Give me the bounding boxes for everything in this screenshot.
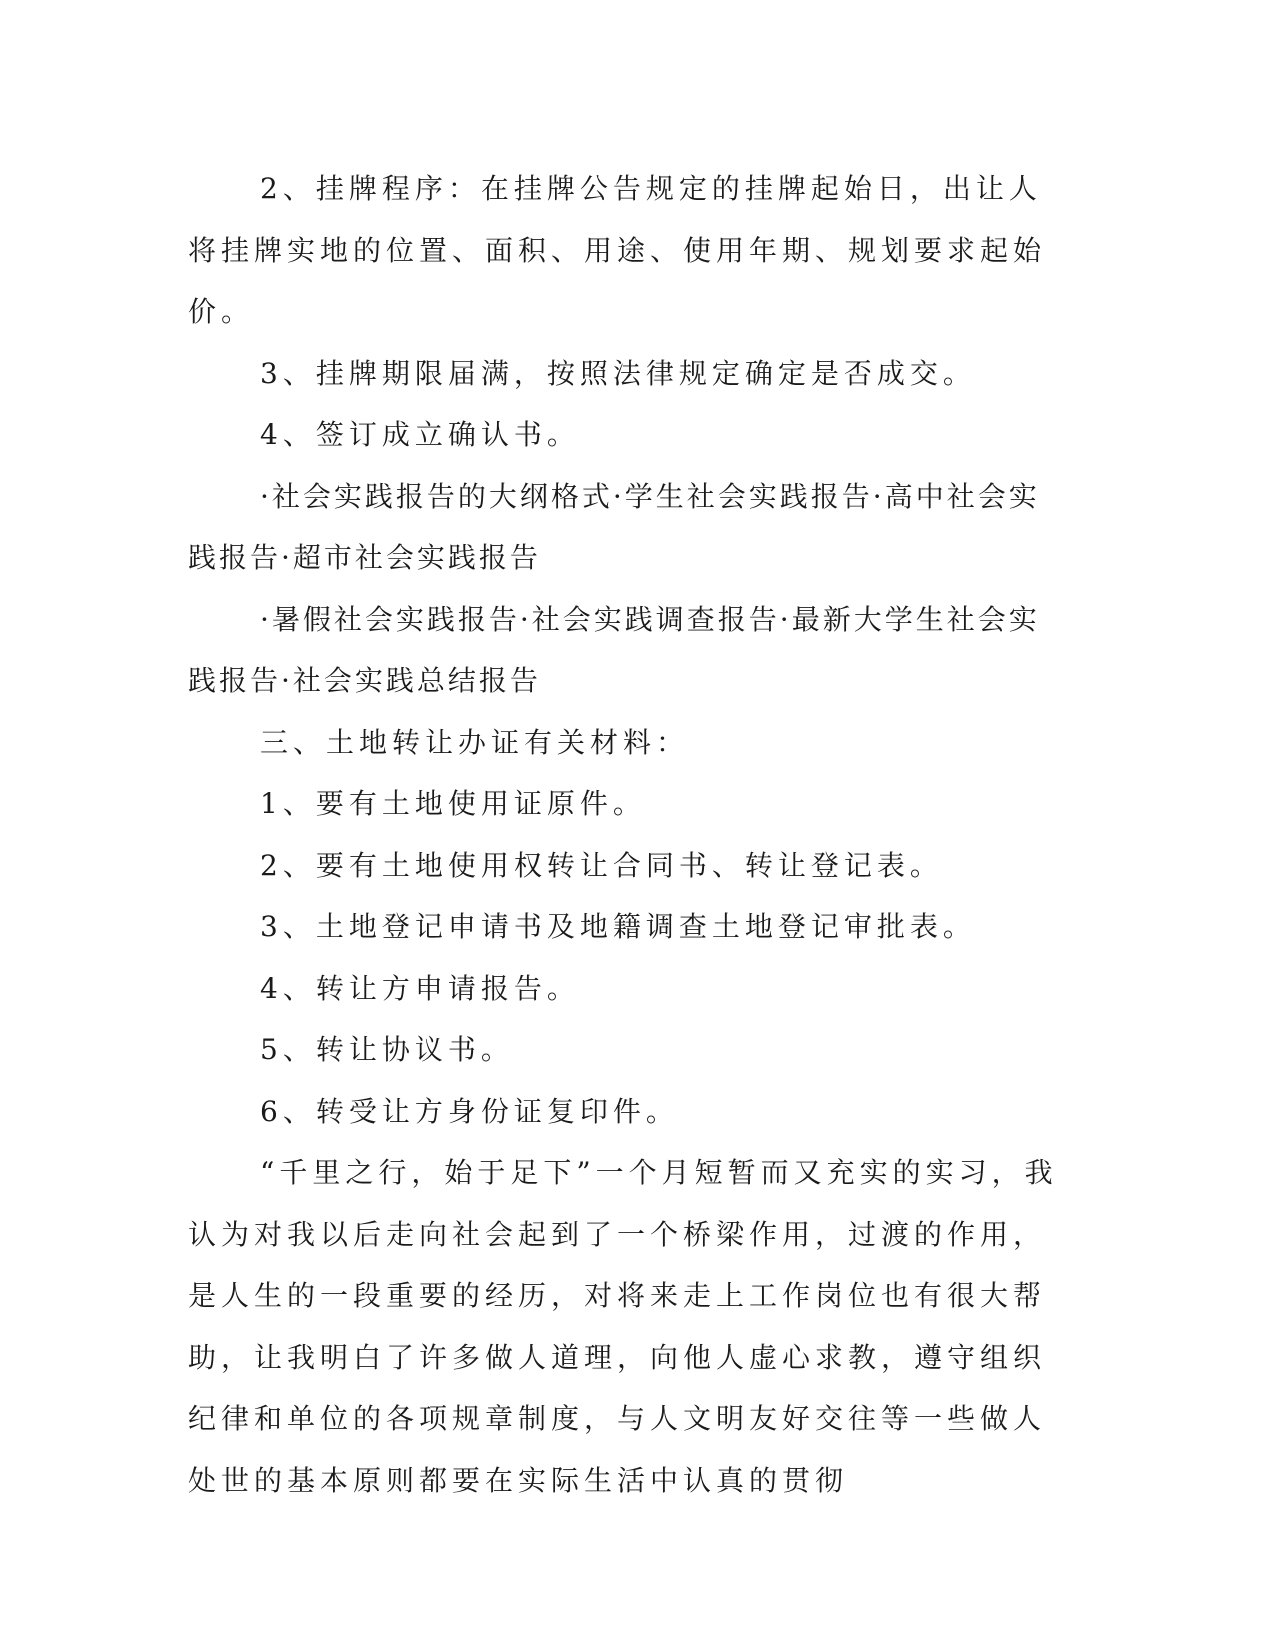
paragraph-listing-procedure: 2、挂牌程序：在挂牌公告规定的挂牌起始日，出让人将挂牌实地的位置、面积、用途、使用年期、规划要求起始价。 [188,172,1047,328]
paragraph-internship-reflection: “千里之行，始于足下”一个月短暂而又充实的实习，我认为对我以后走向社会起到了一个桥梁作用，过渡的作用，是人生的一段重要的经历，对将来走上工作岗位也有很大帮助，让我明白了许多做人道理，向他人虚心求教，遵守组织纪律和单位的各项规章制度，与人文明友好交往等一些做人处世的基本原则都要在实际生活中认真的贯彻 [188,1156,1058,1497]
list-item-2: 2、要有土地使用权转让合同书、转让登记表。 [260,848,943,882]
list-item-5: 5、转让协议书。 [260,1033,514,1066]
paragraph-sign-confirmation: 4、签订成立确认书。 [260,418,580,451]
document-body [188,158,1070,1511]
list-item-1: 1、要有土地使用证原件。 [260,787,646,820]
section-heading-transfer-materials: 三、土地转让办证有关材料： [260,725,690,759]
related-links-line-2: ·暑假社会实践报告·社会实践调查报告·最新大学生社会实践报告·社会实践总结报告 [188,602,1040,697]
paragraph-listing-expiry: 3、挂牌期限届满，按照法律规定确定是否成交。 [260,356,976,390]
list-item-4: 4、转让方申请报告。 [260,971,580,1005]
related-links-line-1: ·社会实践报告的大纲格式·学生社会实践报告·高中社会实践报告·超市社会实践报告 [188,479,1040,574]
list-item-3: 3、土地登记申请书及地籍调查土地登记审批表。 [260,910,976,943]
list-item-6: 6、转受让方身份证复印件。 [260,1094,679,1128]
